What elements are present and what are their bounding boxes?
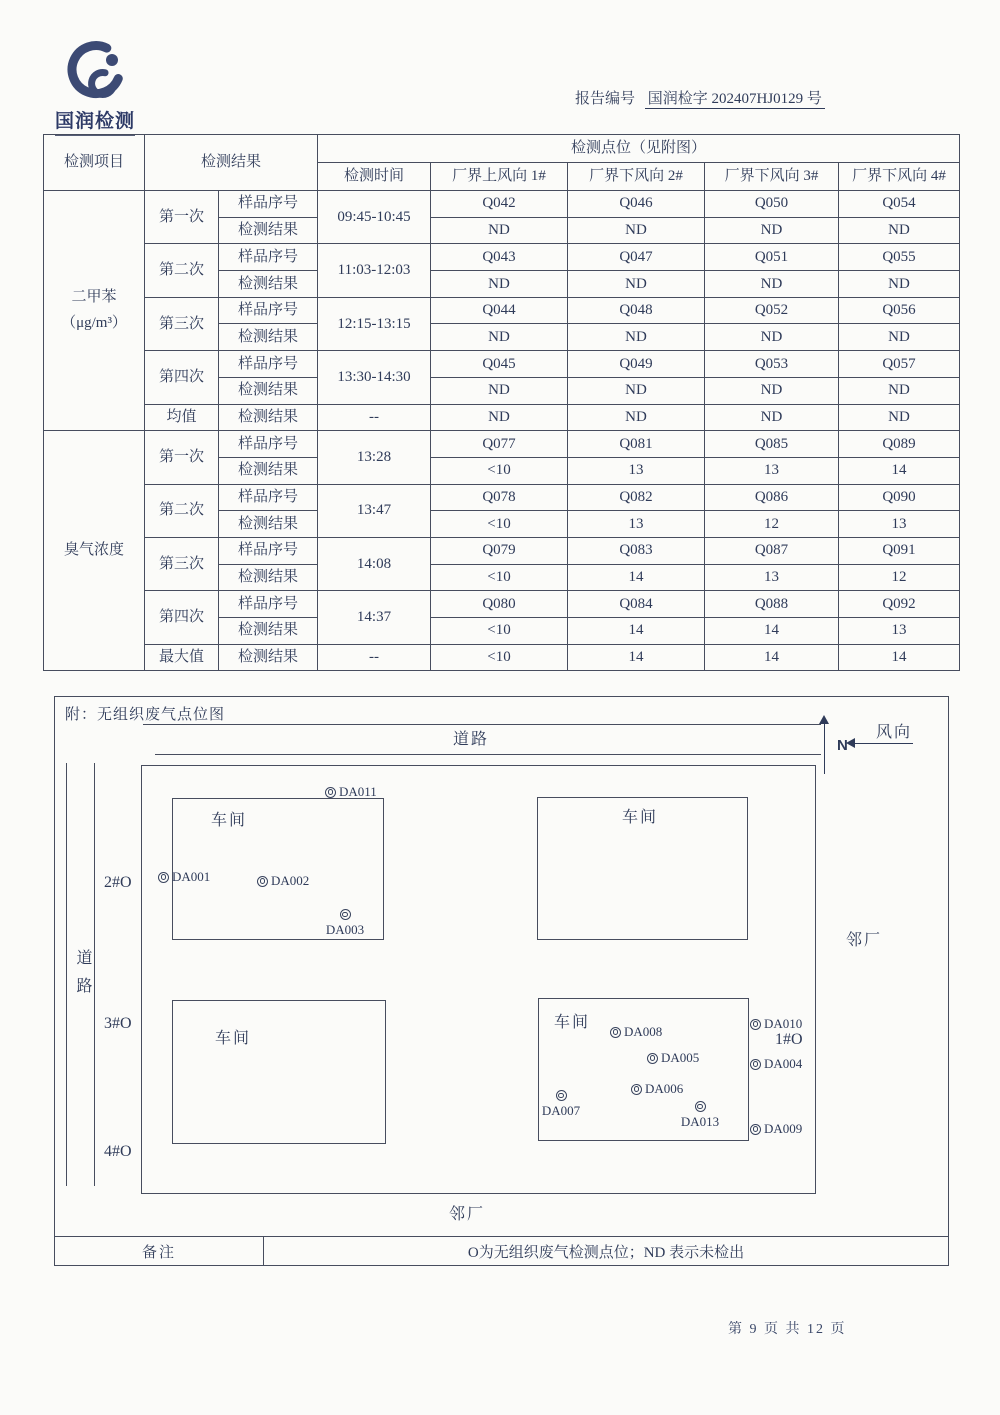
sample-id-cell: Q042 [431,191,568,218]
sample-id-cell: Q044 [431,297,568,324]
workshop-4-label: 车间 [554,1014,591,1031]
sample-id-cell: Q043 [431,244,568,271]
result-cell: 14 [705,644,839,671]
row-label-cell: 样品序号 [219,591,318,618]
sample-id-cell: Q046 [568,191,705,218]
sample-id-cell: Q056 [839,297,960,324]
point-da004 [750,1056,802,1072]
trial-cell: 第四次 [145,351,219,404]
sample-id-cell: Q089 [839,431,960,458]
sample-id-cell: Q083 [568,537,705,564]
sample-id-cell: Q088 [705,591,839,618]
result-cell: ND [568,271,705,298]
test-item-name: 二甲苯 [71,289,117,306]
result-cell: ND [839,271,960,298]
sample-id-cell: Q050 [705,191,839,218]
neighbor-right-label: 邻厂 [846,932,883,949]
sample-id-cell: Q078 [431,484,568,511]
north-arrow-icon [824,719,825,774]
point-marker-icon [325,787,336,798]
time-cell: 11:03-12:03 [318,244,431,297]
row-label-cell: 检测结果 [219,644,318,671]
point-da007 [535,1090,587,1119]
point-da009 [750,1121,802,1137]
sample-id-cell: Q052 [705,297,839,324]
result-cell: ND [431,324,568,351]
result-cell: ND [568,324,705,351]
row-label-cell: 检测结果 [219,564,318,591]
result-cell: ND [839,377,960,404]
summary-label-cell: 均值 [145,404,219,431]
point-marker-icon [750,1124,761,1135]
result-cell: ND [705,217,839,244]
header-test-points: 检测点位（见附图） [318,135,960,163]
result-cell: ND [568,217,705,244]
result-cell: 13 [839,511,960,538]
point-label: DA001 [172,869,211,884]
result-cell: ND [705,271,839,298]
trial-cell: 第二次 [145,244,219,297]
result-cell: ND [431,217,568,244]
result-cell: ND [431,377,568,404]
sample-id-cell: Q057 [839,351,960,378]
remark-row [55,1236,948,1265]
point-da003 [319,909,371,938]
test-item-cell [44,431,145,671]
page-footer: 第 9 页 共 12 页 [728,1322,847,1337]
point-marker-icon [750,1019,761,1030]
time-cell: 14:08 [318,537,431,590]
workshop-3-label: 车间 [215,1030,252,1047]
sample-id-cell: Q045 [431,351,568,378]
result-cell: 13 [568,457,705,484]
row-label-cell: 检测结果 [219,217,318,244]
row-label-cell: 检测结果 [219,618,318,645]
result-cell: 14 [705,618,839,645]
point-label: DA004 [764,1056,803,1071]
time-cell: 12:15-13:15 [318,297,431,350]
sample-id-cell: Q084 [568,591,705,618]
point-da001 [158,869,210,885]
result-cell: ND [705,324,839,351]
time-cell: -- [318,404,431,431]
point-da006 [631,1081,683,1097]
time-cell: 09:45-10:45 [318,191,431,244]
sample-id-cell: Q087 [705,537,839,564]
result-cell: ND [431,404,568,431]
header-point-3: 厂界下风向 3# [705,163,839,191]
test-item-unit: （μg/m³） [61,314,127,331]
point-label: DA011 [339,784,377,799]
result-cell: 13 [705,457,839,484]
point-label: DA003 [325,922,365,937]
workshop-3 [172,1000,386,1144]
wind-label: 风向 [876,724,913,741]
header-point-4: 厂界下风向 4# [839,163,960,191]
header-test-time: 检测时间 [318,163,431,191]
row-label-cell: 样品序号 [219,537,318,564]
north-label: N [837,737,848,754]
logo-text: 国润检测 [55,106,135,136]
row-label-cell: 检测结果 [219,404,318,431]
monitor-2-label: 2#O [104,874,132,891]
point-label: DA009 [764,1121,803,1136]
report-number-label: 报告编号 [575,91,636,107]
result-cell: 13 [839,618,960,645]
remark-text: O为无组织废气检测点位；ND 表示未检出 [467,1244,745,1261]
point-label: DA002 [271,873,310,888]
result-cell: <10 [431,511,568,538]
row-label-cell: 样品序号 [219,351,318,378]
result-cell: 13 [568,511,705,538]
time-cell: -- [318,644,431,671]
trial-cell: 第二次 [145,484,219,537]
point-marker-icon [610,1027,621,1038]
row-label-cell: 样品序号 [219,431,318,458]
point-marker-icon [631,1084,642,1095]
point-da013 [674,1101,726,1130]
point-da002 [257,873,309,889]
logo-dot [106,54,118,66]
result-cell: ND [705,377,839,404]
trial-cell: 第三次 [145,297,219,350]
sample-id-cell: Q051 [705,244,839,271]
monitor-1-label: 1#O [775,1031,803,1048]
row-label-cell: 样品序号 [219,191,318,218]
time-cell: 13:30-14:30 [318,351,431,404]
result-cell: 12 [839,564,960,591]
result-cell: ND [705,404,839,431]
trial-cell: 第三次 [145,537,219,590]
result-cell: ND [839,324,960,351]
result-cell: 14 [568,564,705,591]
point-marker-icon [750,1059,761,1070]
result-cell: 13 [705,564,839,591]
point-label: DA007 [541,1103,581,1118]
workshop-2-label: 车间 [622,809,659,826]
result-cell: ND [568,404,705,431]
row-label-cell: 样品序号 [219,297,318,324]
row-label-cell: 检测结果 [219,457,318,484]
result-cell: 14 [839,644,960,671]
road-top-line [143,724,821,725]
sample-id-cell: Q080 [431,591,568,618]
row-label-cell: 样品序号 [219,244,318,271]
header-point-1: 厂界上风向 1# [431,163,568,191]
point-da008 [610,1024,662,1040]
summary-label-cell: 最大值 [145,644,219,671]
row-label-cell: 样品序号 [219,484,318,511]
sample-id-cell: Q081 [568,431,705,458]
sample-id-cell: Q053 [705,351,839,378]
sample-id-cell: Q091 [839,537,960,564]
header-point-2: 厂界下风向 2# [568,163,705,191]
header-test-result: 检测结果 [145,135,318,191]
row-label-cell: 检测结果 [219,271,318,298]
point-label: DA008 [624,1024,663,1039]
result-cell: 14 [568,618,705,645]
sample-id-cell: Q092 [839,591,960,618]
road-left-label: 道路 [74,949,91,1005]
result-cell: 12 [705,511,839,538]
point-label: DA006 [645,1081,684,1096]
point-da011 [325,784,377,800]
results-table [43,134,960,671]
sample-id-cell: Q049 [568,351,705,378]
row-label-cell: 检测结果 [219,324,318,351]
test-item-cell [44,191,145,431]
sample-id-cell: Q086 [705,484,839,511]
result-cell: ND [839,217,960,244]
company-logo [55,40,165,136]
time-cell: 13:47 [318,484,431,537]
figure-panel [54,696,949,1266]
row-label-cell: 检测结果 [219,377,318,404]
sample-id-cell: Q085 [705,431,839,458]
sample-id-cell: Q082 [568,484,705,511]
time-cell: 13:28 [318,431,431,484]
result-cell: <10 [431,618,568,645]
workshop-1-label: 车间 [211,812,248,829]
result-cell: <10 [431,457,568,484]
result-cell: <10 [431,564,568,591]
point-marker-icon [556,1090,567,1101]
sample-id-cell: Q090 [839,484,960,511]
point-label: DA010 [764,1016,803,1031]
left-road-line [66,763,67,1186]
road-bottom-line [155,754,821,755]
figure-title: 附：无组织废气点位图 [65,707,226,723]
wind-arrow-icon [855,743,913,744]
result-cell: ND [568,377,705,404]
trial-cell: 第四次 [145,591,219,644]
point-label: DA013 [680,1114,720,1129]
point-marker-icon [257,876,268,887]
result-cell: ND [839,404,960,431]
sample-id-cell: Q047 [568,244,705,271]
point-marker-icon [647,1053,658,1064]
test-item-name: 臭气浓度 [63,542,124,559]
point-marker-icon [695,1101,706,1112]
sample-id-cell: Q048 [568,297,705,324]
road-top-label: 道路 [452,731,489,748]
left-road-line [94,763,95,1186]
logo-mark-icon [67,40,129,106]
result-cell: ND [431,271,568,298]
point-label: DA005 [661,1050,700,1065]
result-cell: 14 [568,644,705,671]
header-test-item: 检测项目 [44,135,145,191]
monitor-4-label: 4#O [104,1143,132,1160]
point-marker-icon [158,872,169,883]
sample-id-cell: Q054 [839,191,960,218]
remark-label: 备注 [55,1237,264,1265]
sample-id-cell: Q077 [431,431,568,458]
sample-id-cell: Q055 [839,244,960,271]
row-label-cell: 检测结果 [219,511,318,538]
report-number-value: 国润检字 202407HJ0129 号 [645,91,825,109]
trial-cell: 第一次 [145,191,219,244]
time-cell: 14:37 [318,591,431,644]
point-marker-icon [340,909,351,920]
neighbor-bottom-label: 邻厂 [448,1206,485,1223]
trial-cell: 第一次 [145,431,219,484]
sample-id-cell: Q079 [431,537,568,564]
point-da010 [750,1016,802,1032]
monitor-3-label: 3#O [104,1015,132,1032]
result-cell: <10 [431,644,568,671]
result-cell: 14 [839,457,960,484]
report-number [575,87,825,108]
point-da005 [647,1050,699,1066]
